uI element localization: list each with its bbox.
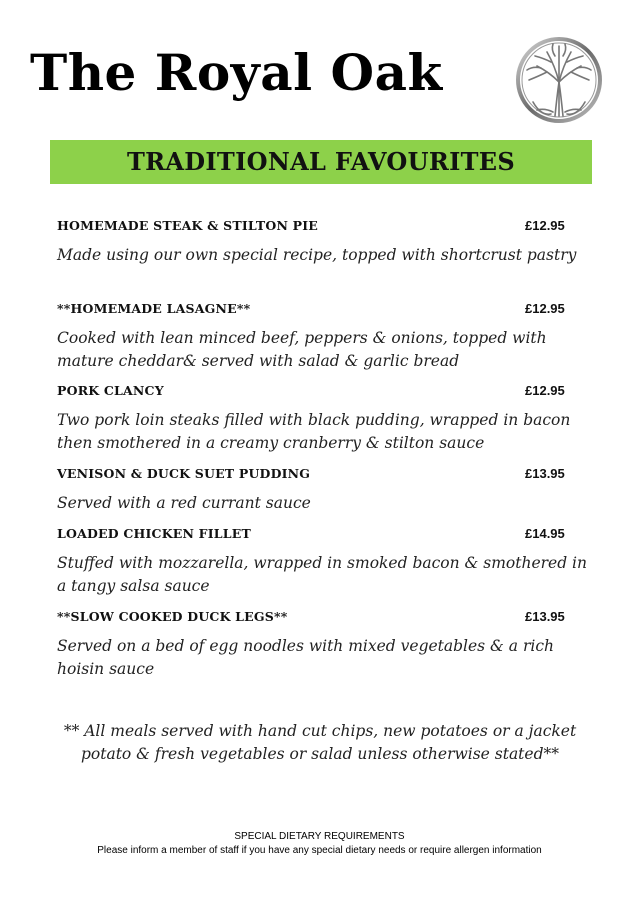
dietary-notice: Please inform a member of staff if you have any special dietary needs or require allergen information [97,845,542,856]
item-name: PORK CLANCY [57,383,164,398]
item-description: Two pork loin steaks filled with black pudding, wrapped in bacon then smothered in a creamy cranberry & stilton sauce [57,411,571,452]
section-heading: TRADITIONAL FAVOURITES [126,147,516,176]
section-banner [50,140,592,184]
item-price: £13.95 [525,609,565,624]
serving-note: ** All meals served with hand cut chips, new potatoes or a jacket potato & fresh vegetables or salad unless otherwise stated** [63,722,577,763]
item-description: Made using our own special recipe, topped with shortcrust pastry [57,246,577,264]
item-description: Stuffed with mozzarella, wrapped in smoked bacon & smothered in a tangy salsa sauce [57,554,587,595]
dietary-heading: SPECIAL DIETARY REQUIREMENTS [234,831,405,842]
item-price: £13.95 [525,466,565,481]
item-name: **SLOW COOKED DUCK LEGS** [57,609,288,624]
restaurant-title: The Royal Oak [30,43,443,102]
item-description: Served on a bed of egg noodles with mixed vegetables & a rich hoisin sauce [57,637,554,678]
item-name: HOMEMADE STEAK & STILTON PIE [57,218,319,233]
item-price: £12.95 [525,301,565,316]
item-price: £14.95 [525,526,565,541]
item-price: £12.95 [525,383,565,398]
item-price: £12.95 [525,218,565,233]
item-name: **HOMEMADE LASAGNE** [57,301,251,316]
item-description: Served with a red currant sauce [57,494,311,512]
tree-of-life-icon [515,36,603,124]
item-name: LOADED CHICKEN FILLET [57,526,251,541]
item-description: Cooked with lean minced beef, peppers & onions, topped with mature cheddar& served with salad & garlic bread [57,329,547,370]
item-name: VENISON & DUCK SUET PUDDING [57,466,311,481]
